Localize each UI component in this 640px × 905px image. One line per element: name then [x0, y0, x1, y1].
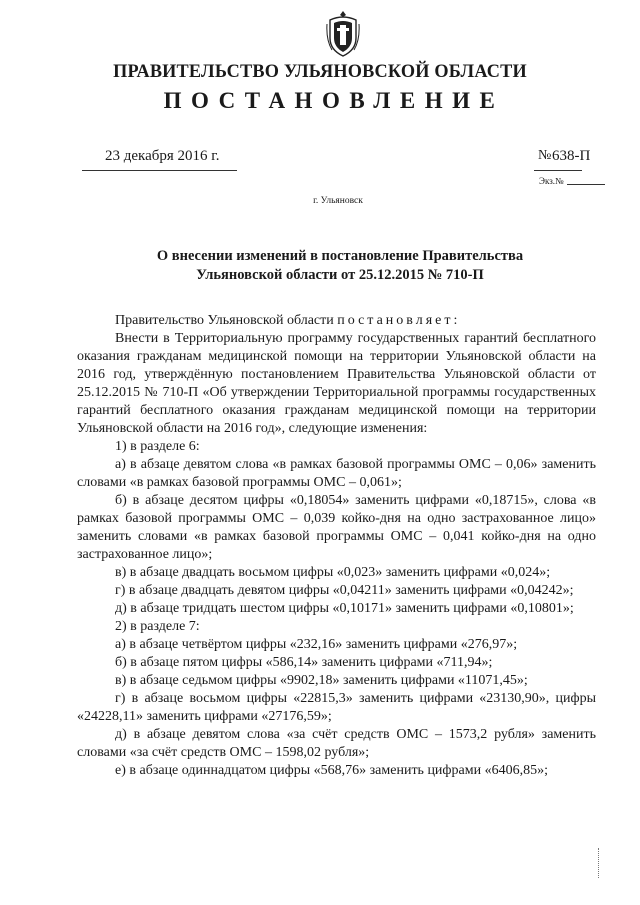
section-6-item-a: а) в абзаце девятом слова «в рамках базовой программы ОМС – 0,06» заменить словами «в рамках базовой программы ОМС – 0,061»;: [77, 457, 596, 490]
document-number: 638-П: [552, 148, 591, 164]
section-7-item-c: в) в абзаце седьмом цифры «9902,18» заменить цифрами «11071,45»;: [115, 673, 528, 688]
coat-of-arms-icon: [326, 10, 360, 58]
section-6-item-b: б) в абзаце десятом цифры «0,18054» заменить цифрами «0,18715», слова «в рамках базовой программы ОМС – 0,039 койко-дня на одно застрахованное лицо» заменить словами «в рамках базовой программы ОМС – 0,041 койко-дня на одно застрахованное лицо»;: [77, 493, 596, 562]
government-name: ПРАВИТЕЛЬСТВО УЛЬЯНОВСКОЙ ОБЛАСТИ: [113, 61, 527, 82]
subject-line-2: Ульяновской области от 25.12.2015 № 710-П: [196, 267, 484, 283]
section-7-item-d: г) в абзаце восьмом цифры «22815,3» заменить цифрами «23130,90», цифры «24228,11» заменить цифрами «27176,59»;: [77, 691, 596, 724]
intro-verb: постановляет:: [337, 313, 461, 328]
margin-mark: [598, 848, 600, 878]
section-6-item-e: д) в абзаце тридцать шестом цифры «0,10171» заменить цифрами «0,10801»;: [115, 601, 574, 616]
city: г. Ульяновск: [313, 196, 363, 206]
subject-line-1: О внесении изменений в постановление Правительства: [156, 248, 524, 264]
section-7-item-e: д) в абзаце девятом слова «за счёт средств ОМС – 1573,2 рубля» заменить словами «за счёт средств ОМС – 1598,02 рубля»;: [77, 727, 596, 760]
paragraph-main: Внести в Территориальную программу государственных гарантий бесплатного оказания гражданам медицинской помощи на территории Ульяновской области на 2016 год, утверждённую постановлением Правительства Ульяновской области от 25.12.2015 № 710-П «Об утверждении Территориальной программы государственных гарантий бесплатного оказания гражданам медицинской помощи на территории Ульяновской области на 2016 год», следующие изменения:: [77, 331, 596, 436]
intro-text: Правительство Ульяновской области: [115, 313, 338, 328]
section-7-item-a: а) в абзаце четвёртом цифры «232,16» заменить цифрами «276,97»;: [115, 637, 518, 652]
section-6-item-c: в) в абзаце двадцать восьмом цифры «0,023» заменить цифрами «0,024»;: [115, 565, 551, 580]
section-7-item-f: е) в абзаце одиннадцатом цифры «568,76» заменить цифрами «6406,85»;: [115, 763, 548, 778]
section-6-item-d: г) в абзаце двадцать девятом цифры «0,04211» заменить цифрами «0,04242»;: [115, 583, 574, 598]
section-7-item-b: б) в абзаце пятом цифры «586,14» заменить цифрами «711,94»;: [115, 655, 493, 670]
intro-paragraph: [77, 312, 596, 330]
section-7-heading: 2) в разделе 7:: [115, 619, 200, 634]
document-date: 23 декабря 2016 г.: [105, 148, 220, 164]
document-kind: ПОСТАНОВЛЕНИЕ: [163, 88, 505, 113]
date-underline: [82, 170, 237, 171]
document-subject: [120, 247, 560, 285]
number-underline: [534, 170, 582, 171]
document-body: [77, 312, 596, 780]
section-6-heading: 1) в разделе 6:: [115, 439, 200, 454]
copy-number-underline: [567, 184, 605, 185]
copy-number-label: Экз.№: [539, 176, 564, 186]
number-prefix: №: [538, 148, 552, 163]
